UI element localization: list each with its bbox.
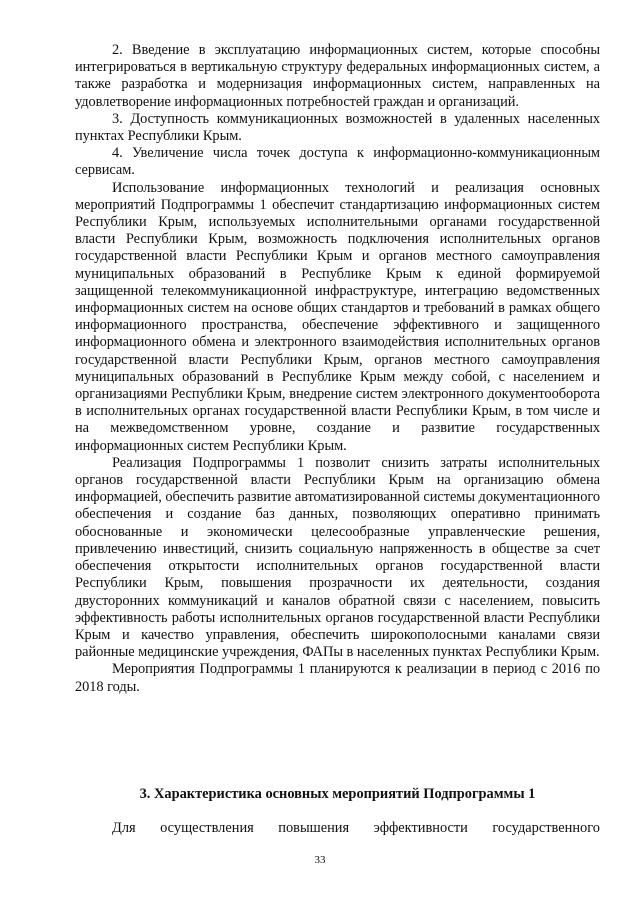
- paragraph-item-4: 4. Увеличение числа точек доступа к информационно-коммуникационным сервисам.: [75, 145, 600, 179]
- paragraph-period: Мероприятия Подпрограммы 1 планируются к реализации в период с 2016 по 2018 годы.: [75, 661, 600, 695]
- paragraph-implementation: Реализация Подпрограммы 1 позволит снизить затраты исполнительных органов государственной власти Республики Крым на организацию обмена информацией, обеспечить развитие автоматизированной системы документационного обеспечения и создание баз данных, позволяющих оперативно принимать обоснованные и экономически целесообразные управленческие решения, привлечению инвестиций, снизить социальную напряженность в обществе за счет обеспечения открытости исполнительных органов государственной власти Республики Крым, повышения прозрачности их деятельности, создания двусторонних коммуникаций и каналов обратной связи с населением, повысить эффективность работы исполнительных органов государственной власти Республики Крым и качество управления, обеспечить широкополосными каналами связи районные медицинские учреждения, ФАПы в населенных пунктах Республики Крым.: [75, 454, 600, 661]
- continuation-text: Для осуществления повышения эффективности государственного: [112, 820, 600, 836]
- paragraph-it-usage: Использование информационных технологий и реализация основных мероприятий Подпрограммы 1 обеспечит стандартизацию информационных систем Республики Крым, используемых исполнительными органами государственной власти Республики Крым, возможность подключения исполнительных органов государственной власти Республики Крым и органов местного самоуправления муниципальных образований в Республике Крым к единой формируемой защищенной телекоммуникационной инфраструктуре, интеграцию ведомственных информационных систем на основе общих стандартов и требований в рамках общего информационного пространства, обеспечение эффективного и защищенного информационного обмена и электронного взаимодействия исполнительных органов государственной власти Республики Крым, органов местного самоуправления муниципальных образований в Республике Крым между собой, с населением и организациями Республики Крым, внедрение систем электронного документооборота в исполнительных органах государственной власти Республики Крым, в том числе и на межведомственном уровне, создание и развитие государственных информационных систем Республики Крым.: [75, 179, 600, 454]
- page-number: 33: [314, 854, 326, 866]
- paragraph-item-3: 3. Доступность коммуникационных возможностей в удаленных населенных пунктах Республики Крым.: [75, 110, 600, 145]
- body-text: [75, 42, 600, 696]
- section-heading: 3. Характеристика основных мероприятий Подпрограммы 1: [139, 786, 536, 802]
- paragraph-item-2: 2. Введение в эксплуатацию информационных систем, которые способны интегрироваться в вертикальную структуру федеральных информационных систем, а также разработка и модернизация информационных систем, направленных на удовлетворение информационных потребностей граждан и организаций.: [75, 42, 600, 110]
